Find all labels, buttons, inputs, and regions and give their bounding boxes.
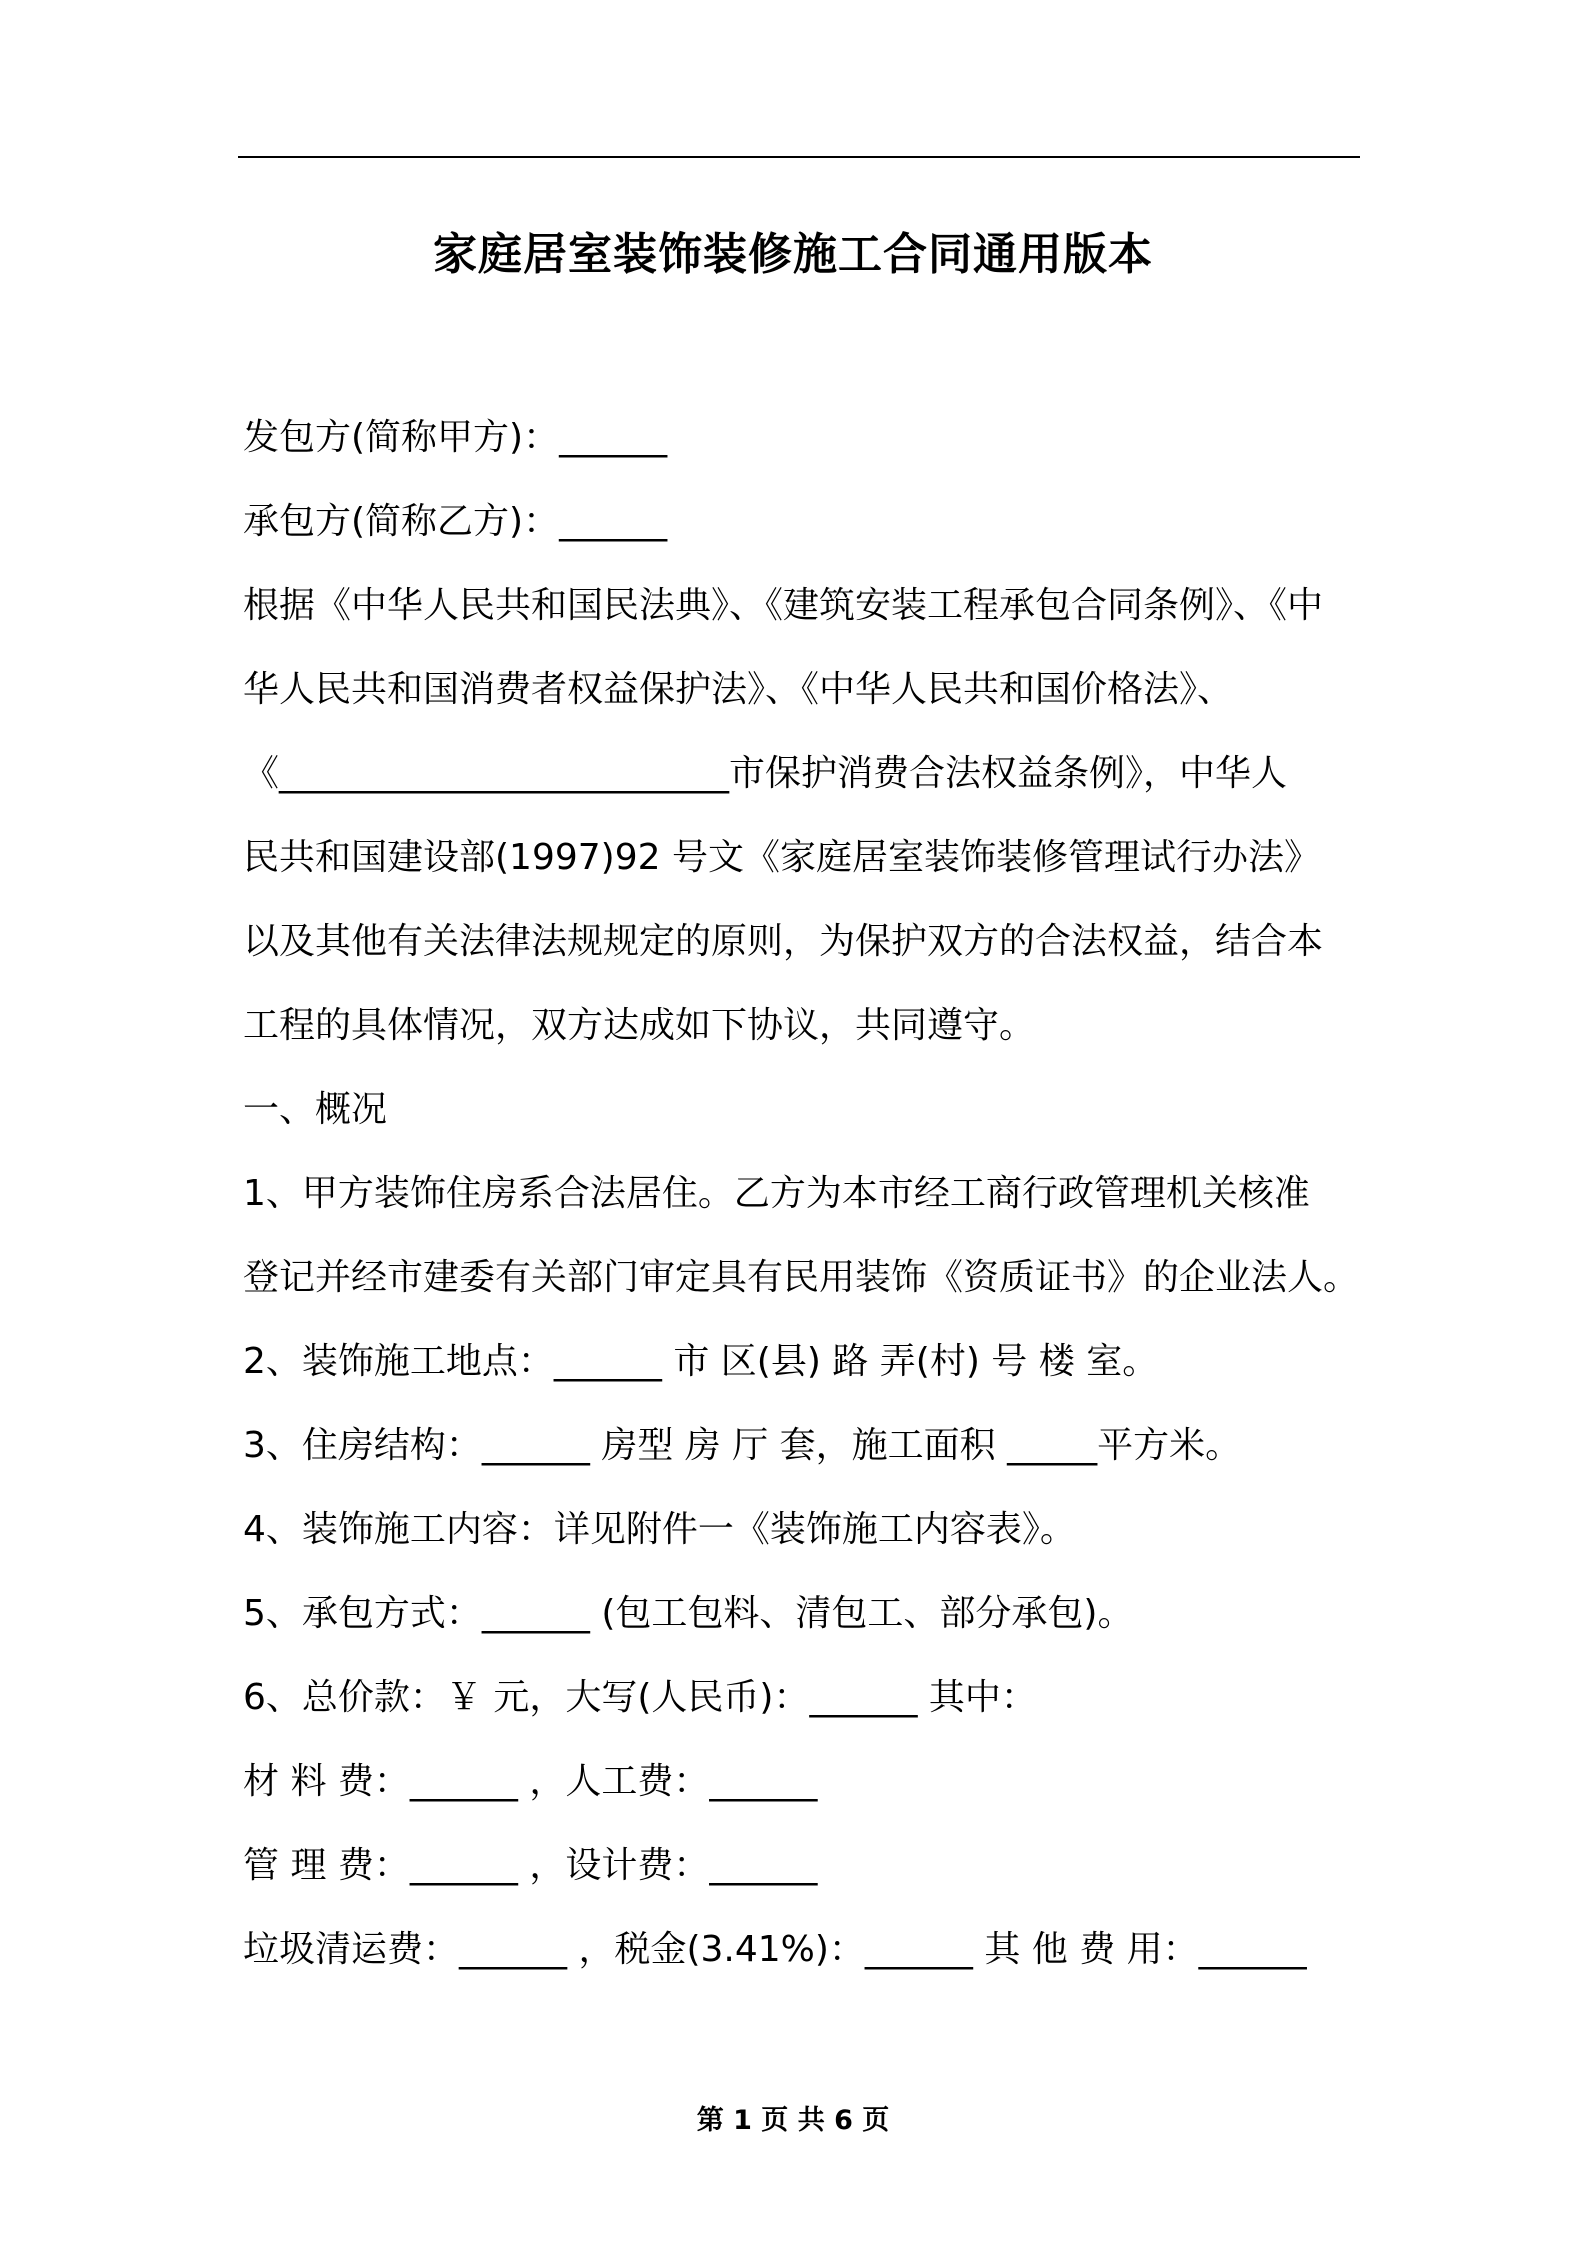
clause-1-line-2: 登记并经市建委有关部门审定具有民用装饰《资质证书》的企业法人。	[243, 1257, 1360, 1298]
preamble-line-5: 以及其他有关法律法规规定的原则，为保护双方的合法权益，结合本	[243, 921, 1324, 962]
preamble-line-3: 《_________________________市保护消费合法权益条例》，中华人	[243, 753, 1288, 794]
clause-6: 6、总价款：￥ 元，大写(人民币)：______ 其中：	[243, 1677, 1037, 1718]
party-b-line: 承包方(简称乙方)：______	[243, 501, 668, 542]
document-title: 家庭居室装饰装修施工合同通用版本	[433, 229, 1153, 280]
fee-line-1: 材 料 费：______ ，人工费：______	[243, 1761, 818, 1802]
fee-line-3: 垃圾清运费：______ ，税金(3.41%)：______ 其 他 费 用：______	[243, 1929, 1307, 1970]
party-a-line: 发包方(简称甲方)：______	[243, 417, 668, 458]
preamble-line-6: 工程的具体情况，双方达成如下协议，共同遵守。	[243, 1005, 1036, 1046]
clause-5: 5、承包方式：______ (包工包料、清包工、部分承包)。	[243, 1593, 1134, 1634]
clause-2: 2、装饰施工地点：______ 市 区(县) 路 弄(村) 号 楼 室。	[243, 1341, 1159, 1382]
clause-1-line-1: 1、甲方装饰住房系合法居住。乙方为本市经工商行政管理机关核准	[243, 1173, 1310, 1214]
clause-3: 3、住房结构：______ 房型 房 厅 套，施工面积 _____平方米。	[243, 1425, 1242, 1466]
clause-4: 4、装饰施工内容：详见附件一《装饰施工内容表》。	[243, 1509, 1076, 1550]
header-rule	[238, 156, 1360, 158]
preamble-line-1: 根据《中华人民共和国民法典》、《建筑安装工程承包合同条例》、《中	[243, 585, 1324, 626]
preamble-line-2: 华人民共和国消费者权益保护法》、《中华人民共和国价格法》、	[243, 669, 1234, 710]
section-heading: 一、概况	[243, 1089, 388, 1130]
preamble-line-4: 民共和国建设部(1997)92 号文《家庭居室装饰装修管理试行办法》	[243, 837, 1320, 878]
page-number: 第 1 页 共 6 页	[696, 2105, 890, 2136]
fee-line-2: 管 理 费：______ ，设计费：______	[243, 1845, 818, 1886]
